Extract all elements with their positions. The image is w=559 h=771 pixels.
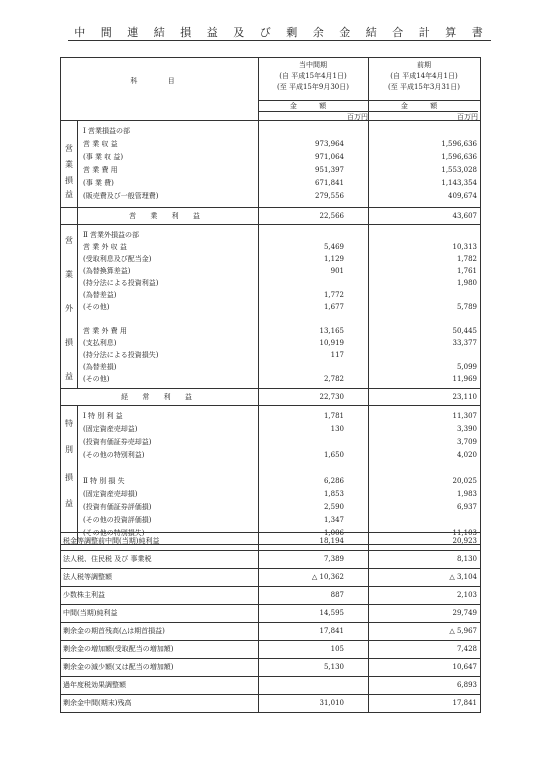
previous-value: 1,596,636 [441,153,477,161]
side-label-char: 業 [65,160,73,169]
side-label-char: 益 [65,190,73,199]
table-row [61,325,480,337]
row-label: (為替換算差益) [83,267,131,275]
summary-label: 税金等調整前中間(当期)純利益 [63,537,160,545]
summary-label: 剰余金の減少額(又は配当の増加額) [63,663,174,671]
previous-value: 5,789 [456,303,477,311]
summary-row [61,676,480,694]
previous-period-from: (自 平成14年4月1日) [390,72,458,80]
table-row [61,301,480,313]
summary-previous: △ 3,104 [449,573,477,581]
summary-row [61,694,480,712]
previous-value: 10,313 [452,243,477,251]
summary-row [61,622,480,640]
row-label: 営 業 外 費 用 [83,327,127,335]
row-label: (その他) [83,303,110,311]
summary-label: 法人税、住民税 及び 事業税 [63,555,152,563]
current-period-from: (自 平成15年4月1日) [279,72,347,80]
summary-current: 7,389 [323,555,344,563]
summary-label: 中間(当期)純利益 [63,609,118,617]
row-label: (為替差損) [83,363,117,371]
previous-value: 50,445 [452,327,477,335]
current-value: 130 [330,425,344,433]
previous-value: 1,983 [456,490,477,498]
previous-amount-label: 金 額 [368,100,480,112]
current-value: 1,006 [323,529,344,537]
row-label: (受取利息及び配当金) [83,255,152,263]
previous-value: 1,143,354 [441,179,477,187]
row-label: (投資有価証券売却益) [83,438,152,446]
side-label-char: 益 [65,499,73,508]
side-label-char: 損 [65,473,73,482]
current-value: 671,841 [315,179,344,187]
summary-label: 剰余金の期首残高(△は期首損益) [63,627,165,635]
previous-value: 409,674 [448,192,477,200]
previous-period-title: 前期 [417,61,431,69]
side-label-char: 益 [65,372,73,381]
summary-rows [60,532,481,713]
row-label: Ⅱ 特 別 損 失 [83,477,125,485]
row-label: (事 業 収 益) [83,153,124,161]
operating-income-current: 22,566 [319,212,344,220]
summary-previous: 6,893 [456,681,477,689]
previous-value: 1,980 [456,279,477,287]
previous-value: 5,099 [456,363,477,371]
side-label-char: 損 [65,338,73,347]
previous-value: 20,025 [452,477,477,485]
current-period-header [258,58,368,121]
table-row [61,265,480,277]
summary-label: 少数株主利益 [63,591,105,599]
summary-current: 5,130 [323,663,344,671]
side-label-char: 営 [65,236,73,245]
row-label: (販売費及び一般管理費) [83,192,159,200]
row-label: (為替差益) [83,291,117,299]
current-period-title: 当中間期 [299,61,327,69]
row-label: (固定資産売却損) [83,490,138,498]
row-label: (支払利息) [83,339,117,347]
operating-section [61,121,480,208]
row-label: (事 業 費) [83,179,114,187]
table-row [61,313,480,325]
table-row [61,125,480,138]
row-label: (その他) [83,375,110,383]
summary-label: 法人税等調整額 [63,573,112,581]
previous-period-header [368,58,480,121]
current-value: 1,781 [323,412,344,420]
side-label-char: 外 [65,304,73,313]
summary-previous: 20,923 [452,537,477,545]
previous-value: 11,103 [452,529,477,537]
row-label: (固定資産売却益) [83,425,138,433]
side-label-char: 営 [65,144,73,153]
row-label: 営 業 外 収 益 [83,243,127,251]
current-value: 971,064 [315,153,344,161]
summary-row [61,568,480,586]
row-label: 営 業 収 益 [83,140,118,148]
summary-previous: 10,647 [452,663,477,671]
current-value: 1,677 [323,303,344,311]
current-value: 279,556 [315,192,344,200]
summary-current: △ 10,362 [311,573,344,581]
row-label: Ⅰ 営業損益の部 [83,127,130,135]
summary-previous: 8,130 [456,555,477,563]
operating-income-row [61,208,480,225]
side-label-char: 業 [65,270,73,279]
summary-row [61,640,480,658]
table-row [61,177,480,190]
table-row [61,190,480,203]
table-row [61,514,480,527]
current-value: 2,590 [323,503,344,511]
summary-previous: △ 5,967 [449,627,477,635]
row-label: (その他の特別利益) [83,451,145,459]
current-value: 1,347 [323,516,344,524]
previous-value: 1,782 [456,255,477,263]
table-row [61,337,480,349]
table-row [61,361,480,373]
current-value: 10,919 [319,339,344,347]
summary-previous: 2,103 [456,591,477,599]
operating-income-previous: 43,607 [452,212,477,220]
previous-value: 1,553,028 [441,166,477,174]
previous-period-to: (至 平成15年3月31日) [388,83,460,91]
row-label: (持分法による投資損失) [83,351,159,359]
current-unit-label: 百万円 [258,111,368,123]
income-statement-table [60,57,481,545]
previous-value: 1,596,636 [441,140,477,148]
table-row [61,423,480,436]
current-value: 951,397 [315,166,344,174]
table-row [61,253,480,265]
non-operating-section [61,225,480,389]
summary-previous: 17,841 [452,699,477,707]
current-value: 117 [330,351,344,359]
item-column-header: 科 目 [130,77,189,85]
ordinary-income-current: 22,730 [319,393,344,401]
table-row [61,449,480,462]
extraordinary-section [61,406,480,544]
previous-value: 11,969 [452,375,477,383]
row-label: (その他の投資評価損) [83,516,152,524]
table-row [61,373,480,385]
row-label: 営 業 費 用 [83,166,118,174]
row-label: (持分法による投資利益) [83,279,159,287]
side-label-char: 特 [65,419,73,428]
operating-income-label: 営 業 利 益 [129,212,206,220]
table-row [61,241,480,253]
current-value: 1,853 [323,490,344,498]
table-row [61,349,480,361]
side-label-char: 別 [65,445,73,454]
table-header [61,58,480,121]
summary-row [61,532,480,550]
row-label: Ⅰ 特 別 利 益 [83,412,123,420]
summary-row [61,586,480,604]
table-row [61,462,480,475]
current-value: 973,964 [315,140,344,148]
summary-row [61,604,480,622]
ordinary-income-previous: 23,110 [452,393,477,401]
summary-previous: 29,749 [452,609,477,617]
row-label: Ⅱ 営業外損益の部 [83,231,139,239]
current-value: 2,782 [323,375,344,383]
table-row [61,488,480,501]
table-row [61,138,480,151]
previous-value: 1,761 [456,267,477,275]
summary-label: 剰余金の増加額(受取配当の増加額) [63,645,174,653]
table-row [61,277,480,289]
table-row [61,289,480,301]
current-value: 1,650 [323,451,344,459]
row-label: (その他の特別損失) [83,529,145,537]
summary-current: 18,194 [319,537,344,545]
table-row [61,151,480,164]
document-title: 中 間 連 結 損 益 及 び 剰 余 金 結 合 計 算 書 [0,24,559,40]
side-label-char: 損 [65,176,73,185]
ordinary-income-label: 経 常 利 益 [121,393,198,401]
table-row [61,475,480,488]
summary-row [61,658,480,676]
summary-current: 17,841 [319,627,344,635]
summary-label: 剰余金中間(期末)残高 [63,699,132,707]
table-row [61,436,480,449]
current-value: 1,772 [323,291,344,299]
previous-value: 6,937 [456,503,477,511]
summary-current: 31,010 [319,699,344,707]
summary-row [61,550,480,568]
previous-value: 4,020 [456,451,477,459]
current-value: 1,129 [323,255,344,263]
previous-value: 33,377 [452,339,477,347]
current-value: 5,469 [323,243,344,251]
previous-value: 3,709 [456,438,477,446]
table-row [61,229,480,241]
current-value: 13,165 [319,327,344,335]
summary-current: 105 [330,645,344,653]
summary-current: 887 [330,591,344,599]
table-row [61,410,480,423]
summary-label: 過年度税効果調整額 [63,681,126,689]
table-row [61,164,480,177]
summary-current: 14,595 [319,609,344,617]
previous-value: 11,307 [452,412,477,420]
row-label: (投資有価証券評価損) [83,503,152,511]
current-period-to: (至 平成15年9月30日) [277,83,349,91]
current-amount-label: 金 額 [258,100,368,112]
ordinary-income-row [61,389,480,406]
previous-value: 3,390 [456,425,477,433]
current-value: 6,286 [323,477,344,485]
current-value: 901 [330,267,344,275]
summary-previous: 7,428 [456,645,477,653]
table-row [61,501,480,514]
previous-unit-label: 百万円 [368,111,478,123]
